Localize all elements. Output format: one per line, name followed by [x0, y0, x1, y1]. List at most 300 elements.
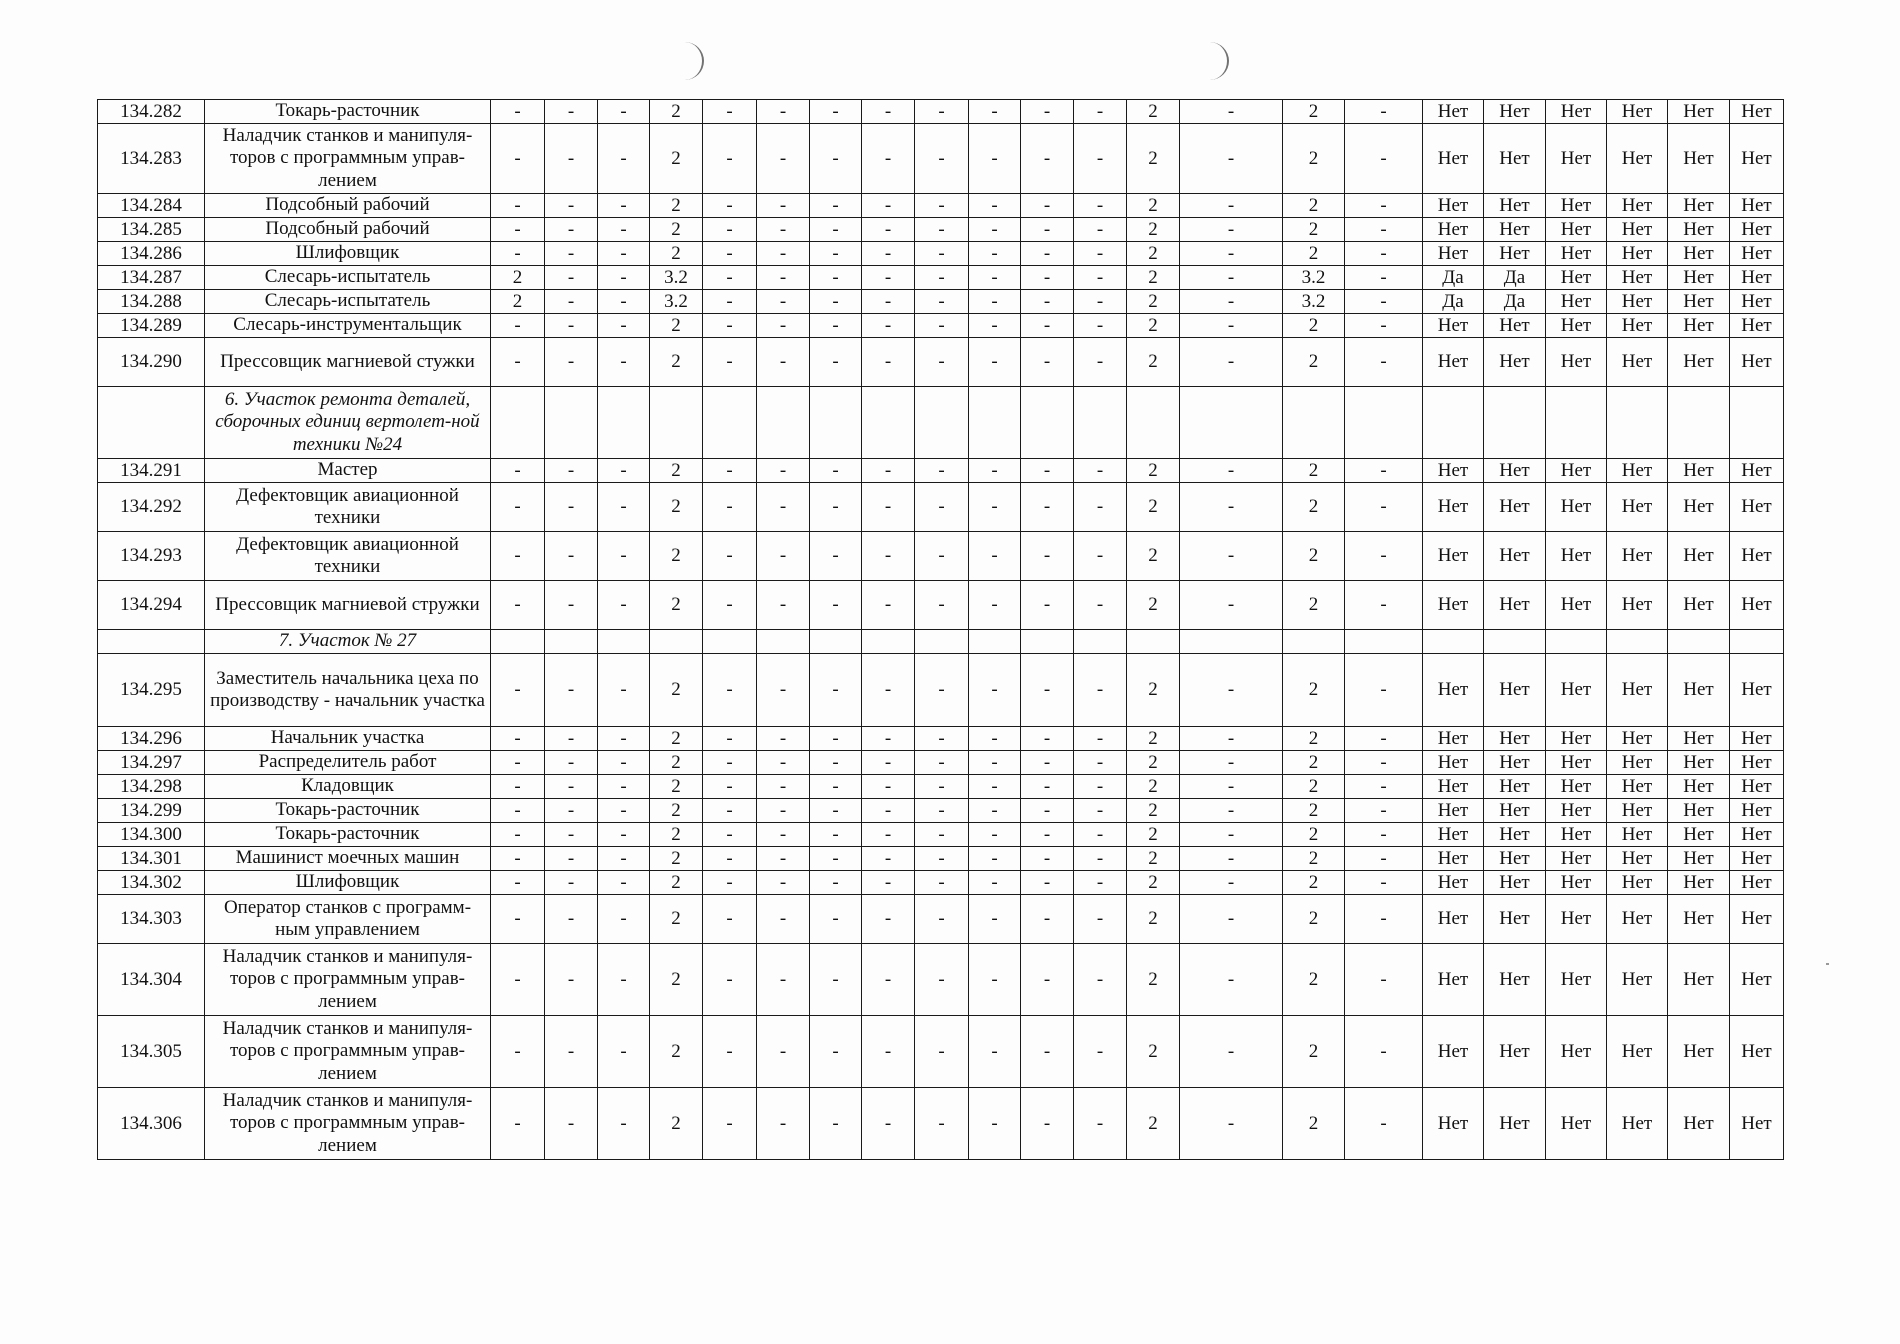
class-value-cell: - — [915, 1088, 969, 1160]
yes-no-cell: Нет — [1607, 1016, 1668, 1088]
class-value-cell: - — [915, 338, 969, 387]
class-value-cell: - — [757, 1088, 810, 1160]
empty-cell — [862, 630, 915, 654]
class-value-cell: - — [598, 847, 650, 871]
class-value-cell: - — [969, 459, 1021, 483]
class-value-cell: - — [1021, 654, 1074, 727]
class-value-cell: - — [810, 1016, 862, 1088]
job-title: Наладчик станков и манипуля-торов с программным управ-лением — [205, 124, 491, 194]
class-value-cell: - — [810, 338, 862, 387]
empty-cell — [1021, 630, 1074, 654]
class-value-cell: - — [1180, 483, 1283, 532]
class-value-cell: 2 — [1283, 871, 1345, 895]
class-value-cell: - — [598, 654, 650, 727]
empty-cell — [1345, 630, 1423, 654]
table-row — [98, 944, 1784, 1016]
class-value-cell: - — [598, 338, 650, 387]
class-value-cell: 2 — [1283, 100, 1345, 124]
table-row — [98, 314, 1784, 338]
class-value-cell: 2 — [650, 823, 703, 847]
class-value-cell: - — [862, 242, 915, 266]
class-value-cell: - — [1180, 799, 1283, 823]
class-value-cell: - — [862, 944, 915, 1016]
class-value-cell: - — [1021, 847, 1074, 871]
class-value-cell: - — [545, 242, 598, 266]
yes-no-cell: Нет — [1607, 871, 1668, 895]
class-value-cell: - — [810, 1088, 862, 1160]
yes-no-cell: Нет — [1730, 581, 1784, 630]
class-value-cell: - — [1021, 314, 1074, 338]
empty-cell — [703, 387, 757, 459]
class-value-cell: - — [1180, 1016, 1283, 1088]
empty-cell — [969, 387, 1021, 459]
yes-no-cell: Нет — [1668, 847, 1730, 871]
class-value-cell: 2 — [1127, 242, 1180, 266]
yes-no-cell: Нет — [1484, 581, 1546, 630]
yes-no-cell: Нет — [1484, 242, 1546, 266]
class-value-cell: - — [1345, 290, 1423, 314]
class-value-cell: - — [757, 581, 810, 630]
class-value-cell: - — [810, 895, 862, 944]
class-value-cell: - — [862, 532, 915, 581]
table-row — [98, 1088, 1784, 1160]
class-value-cell: - — [1345, 266, 1423, 290]
yes-no-cell: Нет — [1668, 532, 1730, 581]
class-value-cell: - — [491, 459, 545, 483]
class-value-cell: - — [862, 581, 915, 630]
row-number: 134.298 — [98, 775, 205, 799]
class-value-cell: - — [545, 459, 598, 483]
class-value-cell: - — [1021, 194, 1074, 218]
empty-cell — [703, 630, 757, 654]
table-row — [98, 799, 1784, 823]
class-value-cell: - — [915, 847, 969, 871]
row-number: 134.304 — [98, 944, 205, 1016]
yes-no-cell: Нет — [1668, 314, 1730, 338]
class-value-cell: - — [545, 581, 598, 630]
table-row — [98, 823, 1784, 847]
class-value-cell: - — [703, 775, 757, 799]
class-value-cell: - — [862, 847, 915, 871]
table-row — [98, 194, 1784, 218]
class-value-cell: - — [915, 871, 969, 895]
yes-no-cell: Нет — [1546, 483, 1607, 532]
job-title: Токарь-расточник — [205, 799, 491, 823]
class-value-cell: - — [598, 775, 650, 799]
class-value-cell: - — [491, 1016, 545, 1088]
class-value-cell: - — [862, 1016, 915, 1088]
class-value-cell: - — [915, 314, 969, 338]
class-value-cell: - — [703, 218, 757, 242]
class-value-cell: - — [969, 823, 1021, 847]
class-value-cell: 2 — [650, 871, 703, 895]
table-row — [98, 1016, 1784, 1088]
yes-no-cell: Нет — [1730, 654, 1784, 727]
row-number: 134.290 — [98, 338, 205, 387]
class-value-cell: - — [969, 266, 1021, 290]
class-value-cell: - — [598, 823, 650, 847]
class-value-cell: 2 — [1283, 727, 1345, 751]
yes-no-cell: Нет — [1668, 338, 1730, 387]
class-value-cell: - — [598, 100, 650, 124]
class-value-cell: - — [1021, 871, 1074, 895]
class-value-cell: - — [703, 483, 757, 532]
class-value-cell: - — [969, 871, 1021, 895]
yes-no-cell: Нет — [1730, 459, 1784, 483]
yes-no-cell: Нет — [1730, 895, 1784, 944]
empty-cell — [1180, 630, 1283, 654]
yes-no-cell: Нет — [1423, 194, 1484, 218]
class-value-cell: 2 — [1283, 194, 1345, 218]
table-row — [98, 727, 1784, 751]
yes-no-cell: Нет — [1730, 871, 1784, 895]
class-value-cell: 2 — [650, 727, 703, 751]
yes-no-cell: Нет — [1607, 775, 1668, 799]
job-title: Наладчик станков и манипуля-торов с программным управ-лением — [205, 944, 491, 1016]
table-row — [98, 242, 1784, 266]
class-value-cell: - — [545, 1016, 598, 1088]
class-value-cell: - — [810, 581, 862, 630]
class-value-cell: - — [862, 338, 915, 387]
class-value-cell: 2 — [1127, 1016, 1180, 1088]
class-value-cell: - — [703, 1088, 757, 1160]
class-value-cell: - — [757, 532, 810, 581]
yes-no-cell: Нет — [1607, 1088, 1668, 1160]
class-value-cell: - — [1021, 1016, 1074, 1088]
class-value-cell: - — [969, 799, 1021, 823]
row-number: 134.289 — [98, 314, 205, 338]
class-value-cell: - — [703, 895, 757, 944]
yes-no-cell: Нет — [1607, 847, 1668, 871]
class-value-cell: - — [915, 290, 969, 314]
class-value-cell: 2 — [1127, 100, 1180, 124]
row-number: 134.296 — [98, 727, 205, 751]
empty-cell — [1607, 630, 1668, 654]
class-value-cell: - — [757, 194, 810, 218]
class-value-cell: - — [810, 459, 862, 483]
class-value-cell: 2 — [650, 242, 703, 266]
class-value-cell: - — [1345, 895, 1423, 944]
empty-cell — [1546, 630, 1607, 654]
class-value-cell: - — [1074, 124, 1127, 194]
class-value-cell: 2 — [1127, 532, 1180, 581]
empty-cell — [1074, 387, 1127, 459]
table-row — [98, 290, 1784, 314]
class-value-cell: - — [1074, 727, 1127, 751]
class-value-cell: - — [598, 459, 650, 483]
job-title: Дефектовщик авиационной техники — [205, 483, 491, 532]
empty-cell — [1607, 387, 1668, 459]
class-value-cell: - — [915, 751, 969, 775]
class-value-cell: - — [545, 194, 598, 218]
yes-no-cell: Нет — [1668, 290, 1730, 314]
class-value-cell: - — [545, 100, 598, 124]
empty-cell — [650, 387, 703, 459]
empty-cell — [1180, 387, 1283, 459]
section-title: 6. Участок ремонта деталей, сборочных единиц вертолет-ной техники №24 — [205, 387, 491, 459]
yes-no-cell: Нет — [1546, 727, 1607, 751]
class-value-cell: - — [491, 799, 545, 823]
empty-cell — [1484, 387, 1546, 459]
class-value-cell: - — [757, 727, 810, 751]
yes-no-cell: Нет — [1668, 100, 1730, 124]
class-value-cell: - — [1180, 871, 1283, 895]
class-value-cell: - — [969, 290, 1021, 314]
yes-no-cell: Нет — [1730, 823, 1784, 847]
class-value-cell: - — [915, 459, 969, 483]
class-value-cell: - — [491, 823, 545, 847]
class-value-cell: - — [598, 895, 650, 944]
yes-no-cell: Нет — [1546, 242, 1607, 266]
class-value-cell: - — [598, 124, 650, 194]
class-value-cell: - — [969, 895, 1021, 944]
class-value-cell: - — [1345, 581, 1423, 630]
yes-no-cell: Нет — [1607, 944, 1668, 1016]
yes-no-cell: Нет — [1607, 799, 1668, 823]
yes-no-cell: Нет — [1423, 775, 1484, 799]
class-value-cell: - — [1345, 751, 1423, 775]
row-number: 134.294 — [98, 581, 205, 630]
table-row — [98, 483, 1784, 532]
empty-cell — [1127, 387, 1180, 459]
yes-no-cell: Нет — [1546, 338, 1607, 387]
empty-cell — [1021, 387, 1074, 459]
class-value-cell: - — [1180, 100, 1283, 124]
yes-no-cell: Нет — [1730, 290, 1784, 314]
yes-no-cell: Нет — [1484, 314, 1546, 338]
class-value-cell: - — [1074, 1016, 1127, 1088]
class-value-cell: - — [598, 581, 650, 630]
class-value-cell: - — [703, 338, 757, 387]
class-value-cell: - — [491, 847, 545, 871]
class-value-cell: - — [1074, 871, 1127, 895]
job-title: Подсобный рабочий — [205, 194, 491, 218]
class-value-cell: - — [598, 314, 650, 338]
class-value-cell: - — [545, 799, 598, 823]
class-value-cell: - — [1021, 100, 1074, 124]
class-value-cell: 2 — [1283, 775, 1345, 799]
class-value-cell: - — [969, 1016, 1021, 1088]
yes-no-cell: Нет — [1423, 751, 1484, 775]
yes-no-cell: Нет — [1484, 1088, 1546, 1160]
yes-no-cell: Нет — [1423, 871, 1484, 895]
yes-no-cell: Нет — [1730, 775, 1784, 799]
class-value-cell: - — [1180, 847, 1283, 871]
class-value-cell: - — [491, 100, 545, 124]
class-value-cell: 2 — [1127, 194, 1180, 218]
class-value-cell: - — [545, 847, 598, 871]
yes-no-cell: Нет — [1546, 799, 1607, 823]
class-value-cell: - — [757, 100, 810, 124]
class-value-cell: - — [545, 532, 598, 581]
class-value-cell: 2 — [1127, 847, 1180, 871]
empty-cell — [1730, 387, 1784, 459]
class-value-cell: - — [915, 944, 969, 1016]
class-value-cell: - — [703, 727, 757, 751]
class-value-cell: - — [1021, 751, 1074, 775]
class-value-cell: - — [1021, 895, 1074, 944]
class-value-cell: - — [703, 242, 757, 266]
class-value-cell: - — [545, 483, 598, 532]
yes-no-cell: Нет — [1546, 775, 1607, 799]
class-value-cell: - — [491, 532, 545, 581]
class-value-cell: - — [1345, 194, 1423, 218]
scan-speck — [1826, 963, 1829, 965]
class-value-cell: - — [810, 823, 862, 847]
yes-no-cell: Нет — [1484, 727, 1546, 751]
class-value-cell: - — [810, 124, 862, 194]
class-value-cell: - — [598, 242, 650, 266]
class-value-cell: - — [703, 799, 757, 823]
class-value-cell: - — [969, 847, 1021, 871]
empty-cell — [915, 387, 969, 459]
table-row — [98, 581, 1784, 630]
table-row — [98, 871, 1784, 895]
yes-no-cell: Нет — [1607, 727, 1668, 751]
class-value-cell: - — [1180, 532, 1283, 581]
class-value-cell: - — [1345, 775, 1423, 799]
yes-no-cell: Нет — [1546, 581, 1607, 630]
class-value-cell: - — [1345, 654, 1423, 727]
class-value-cell: - — [1021, 242, 1074, 266]
class-value-cell: 2 — [1283, 895, 1345, 944]
class-value-cell: 2 — [650, 338, 703, 387]
yes-no-cell: Нет — [1607, 218, 1668, 242]
class-value-cell: - — [1074, 100, 1127, 124]
class-value-cell: 2 — [1127, 581, 1180, 630]
class-value-cell: 2 — [1283, 483, 1345, 532]
class-value-cell: 2 — [1127, 823, 1180, 847]
yes-no-cell: Нет — [1484, 775, 1546, 799]
class-value-cell: - — [1074, 290, 1127, 314]
yes-no-cell: Нет — [1423, 100, 1484, 124]
yes-no-cell: Нет — [1484, 944, 1546, 1016]
yes-no-cell: Нет — [1607, 483, 1668, 532]
class-value-cell: - — [757, 459, 810, 483]
yes-no-cell: Нет — [1423, 654, 1484, 727]
yes-no-cell: Нет — [1730, 242, 1784, 266]
yes-no-cell: Нет — [1546, 314, 1607, 338]
yes-no-cell: Нет — [1607, 124, 1668, 194]
class-value-cell: - — [915, 100, 969, 124]
job-title: Прессовщик магниевой стружки — [205, 581, 491, 630]
yes-no-cell: Нет — [1423, 124, 1484, 194]
table-row — [98, 459, 1784, 483]
class-value-cell: - — [491, 483, 545, 532]
class-value-cell: - — [810, 847, 862, 871]
class-value-cell: 2 — [650, 775, 703, 799]
class-value-cell: - — [810, 727, 862, 751]
job-title: Заместитель начальника цеха по производству - начальник участка — [205, 654, 491, 727]
section-number-empty — [98, 630, 205, 654]
class-value-cell: - — [757, 338, 810, 387]
class-value-cell: - — [862, 1088, 915, 1160]
class-value-cell: - — [703, 532, 757, 581]
empty-cell — [1668, 387, 1730, 459]
class-value-cell: - — [1021, 483, 1074, 532]
yes-no-cell: Нет — [1423, 459, 1484, 483]
class-value-cell: - — [598, 944, 650, 1016]
empty-cell — [862, 387, 915, 459]
class-value-cell: - — [969, 194, 1021, 218]
yes-no-cell: Нет — [1546, 194, 1607, 218]
table-row — [98, 266, 1784, 290]
class-value-cell: 2 — [650, 483, 703, 532]
class-value-cell: - — [545, 290, 598, 314]
table-body — [98, 100, 1784, 1160]
class-value-cell: - — [810, 775, 862, 799]
class-value-cell: - — [1345, 124, 1423, 194]
yes-no-cell: Нет — [1668, 581, 1730, 630]
yes-no-cell: Нет — [1484, 100, 1546, 124]
yes-no-cell: Нет — [1484, 532, 1546, 581]
row-number: 134.283 — [98, 124, 205, 194]
class-value-cell: 2 — [1283, 459, 1345, 483]
class-value-cell: - — [1074, 751, 1127, 775]
yes-no-cell: Нет — [1607, 290, 1668, 314]
class-value-cell: - — [810, 100, 862, 124]
job-title: Распределитель работ — [205, 751, 491, 775]
empty-cell — [1283, 630, 1345, 654]
class-value-cell: - — [810, 266, 862, 290]
class-value-cell: - — [1345, 944, 1423, 1016]
yes-no-cell: Нет — [1730, 124, 1784, 194]
class-value-cell: - — [545, 895, 598, 944]
class-value-cell: - — [862, 727, 915, 751]
class-value-cell: 2 — [1283, 124, 1345, 194]
class-value-cell: - — [1074, 823, 1127, 847]
class-value-cell: - — [810, 871, 862, 895]
yes-no-cell: Нет — [1546, 654, 1607, 727]
class-value-cell: - — [598, 751, 650, 775]
class-value-cell: - — [703, 266, 757, 290]
class-value-cell: - — [491, 194, 545, 218]
yes-no-cell: Нет — [1484, 871, 1546, 895]
class-value-cell: - — [545, 775, 598, 799]
yes-no-cell: Нет — [1423, 532, 1484, 581]
row-number: 134.302 — [98, 871, 205, 895]
yes-no-cell: Нет — [1607, 654, 1668, 727]
class-value-cell: - — [810, 290, 862, 314]
class-value-cell: - — [810, 751, 862, 775]
job-title: Токарь-расточник — [205, 100, 491, 124]
empty-cell — [915, 630, 969, 654]
class-value-cell: 2 — [1283, 823, 1345, 847]
yes-no-cell: Нет — [1668, 1088, 1730, 1160]
yes-no-cell: Нет — [1668, 751, 1730, 775]
class-value-cell: - — [915, 194, 969, 218]
class-value-cell: - — [810, 242, 862, 266]
yes-no-cell: Нет — [1423, 483, 1484, 532]
class-value-cell: - — [915, 581, 969, 630]
class-value-cell: - — [757, 314, 810, 338]
table-row — [98, 654, 1784, 727]
yes-no-cell: Нет — [1730, 727, 1784, 751]
yes-no-cell: Нет — [1423, 218, 1484, 242]
class-value-cell: 2 — [1127, 1088, 1180, 1160]
yes-no-cell: Нет — [1546, 266, 1607, 290]
yes-no-cell: Нет — [1546, 823, 1607, 847]
class-value-cell: 3.2 — [650, 290, 703, 314]
class-value-cell: - — [1345, 314, 1423, 338]
class-value-cell: - — [545, 124, 598, 194]
yes-no-cell: Нет — [1730, 751, 1784, 775]
class-value-cell: - — [969, 100, 1021, 124]
class-value-cell: - — [969, 751, 1021, 775]
class-value-cell: - — [545, 654, 598, 727]
yes-no-cell: Нет — [1423, 895, 1484, 944]
class-value-cell: 2 — [1127, 775, 1180, 799]
